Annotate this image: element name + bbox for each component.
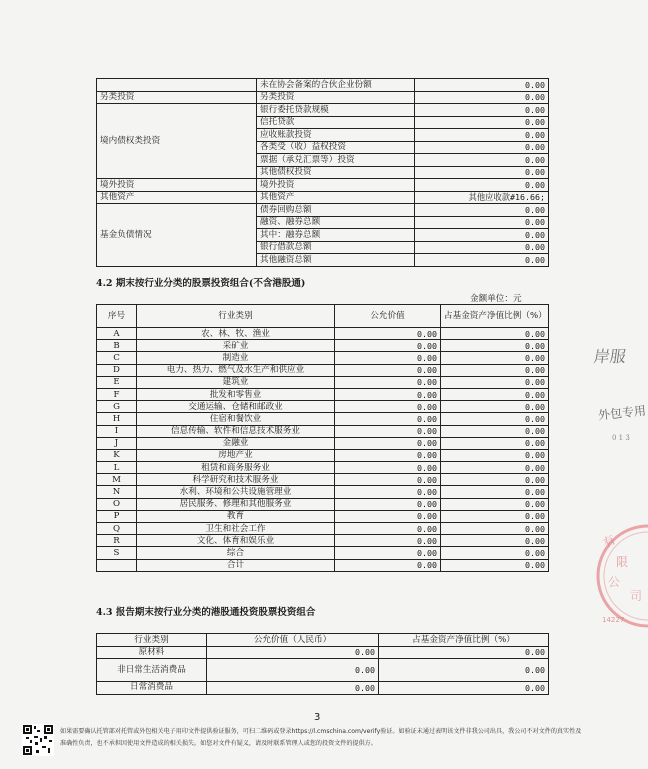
- industry-code: E: [97, 376, 137, 388]
- table-row: [97, 340, 549, 352]
- industry-name: 交通运输、仓储和邮政业: [137, 401, 335, 413]
- header-index: 序号: [97, 305, 137, 328]
- item-cell: 银行委托贷款规模: [257, 104, 415, 117]
- item-cell: 债券回购总额: [257, 204, 415, 217]
- industry-name: 卫生和社会工作: [137, 523, 335, 535]
- industry-name: 日常消费品: [97, 682, 207, 695]
- item-cell: 融资、融券总额: [257, 216, 415, 229]
- industry-name: 建筑业: [137, 376, 335, 388]
- industry-code: N: [97, 486, 137, 498]
- fair-value: 0.00: [207, 646, 379, 659]
- nav-ratio: 0.00: [441, 376, 549, 388]
- nav-ratio: 0.00: [441, 449, 549, 461]
- value-cell: 0.00: [415, 216, 549, 229]
- table-row: [97, 91, 549, 104]
- fair-value: 0.00: [207, 659, 379, 682]
- fair-value: 0.00: [335, 376, 441, 388]
- group-cell: 境内债权类投资: [97, 104, 257, 179]
- industry-name: 信息传输、软件和信息技术服务业: [137, 425, 335, 437]
- industry-name: 综合: [137, 547, 335, 559]
- table-header-row: [97, 305, 549, 328]
- header-nav-ratio: 占基金资产净值比例（%）: [379, 634, 549, 647]
- table-row: [97, 523, 549, 535]
- table-header-row: [97, 634, 549, 647]
- item-cell: 信托贷款: [257, 116, 415, 129]
- industry-code: G: [97, 401, 137, 413]
- industry-name: 住宿和餐饮业: [137, 413, 335, 425]
- nav-ratio: 0.00: [441, 523, 549, 535]
- side-stamp-line1: 岸服: [592, 347, 628, 366]
- value-cell: 0.00: [415, 116, 549, 129]
- fair-value: 0.00: [335, 486, 441, 498]
- item-cell: 银行借款总额: [257, 241, 415, 254]
- table-row: [97, 646, 549, 659]
- header-industry: 行业类别: [137, 305, 335, 328]
- nav-ratio: 0.00: [441, 328, 549, 340]
- item-cell: 应收账款投资: [257, 129, 415, 142]
- value-cell: 其他应收款#16.66;: [415, 191, 549, 204]
- nav-ratio: 0.00: [441, 401, 549, 413]
- value-cell: 0.00: [415, 179, 549, 192]
- fair-value: 0.00: [335, 449, 441, 461]
- industry-code: M: [97, 474, 137, 486]
- nav-ratio: 0.00: [441, 510, 549, 522]
- fair-value: 0.00: [335, 437, 441, 449]
- item-cell: 境外投资: [257, 179, 415, 192]
- table-row: [97, 559, 549, 571]
- group-cell: 基金负债情况: [97, 204, 257, 267]
- item-cell: 另类投资: [257, 91, 415, 104]
- nav-ratio: 0.00: [379, 682, 549, 695]
- nav-ratio: 0.00: [441, 340, 549, 352]
- verification-footnote: 如果需要确认托管部对托管或外包相关电子用印文件提供验证服务，可扫二维码或登录https://l.cmschina.com/verify验证。如验证未通过表明该文件非我公司出具，我公司不对文件的真实性及准确性负责，也不承担因使用文件造成的相关损失。如您对文件有疑义，请及时联系管理人或您的投资文件的提供方。: [60, 728, 582, 747]
- item-cell: 其中：融券总额: [257, 229, 415, 242]
- nav-ratio: 0.00: [379, 646, 549, 659]
- value-cell: 0.00: [415, 254, 549, 267]
- nav-ratio: 0.00: [441, 486, 549, 498]
- value-cell: 0.00: [415, 204, 549, 217]
- hk-connect-table: [96, 633, 549, 695]
- table-row: [97, 104, 549, 117]
- nav-ratio: 0.00: [441, 413, 549, 425]
- industry-name: 合计: [137, 559, 335, 571]
- nav-ratio: 0.00: [379, 659, 549, 682]
- industry-code: Q: [97, 523, 137, 535]
- side-stamp-fragment: [594, 344, 648, 454]
- value-cell: 0.00: [415, 79, 549, 92]
- svg-text:限: 限: [616, 555, 629, 569]
- value-cell: 0.00: [415, 141, 549, 154]
- table-row: [97, 328, 549, 340]
- industry-code: B: [97, 340, 137, 352]
- industry-code: D: [97, 364, 137, 376]
- fair-value: 0.00: [335, 510, 441, 522]
- nav-ratio: 0.00: [441, 437, 549, 449]
- industry-name: 采矿业: [137, 340, 335, 352]
- industry-code: S: [97, 547, 137, 559]
- nav-ratio: 0.00: [441, 425, 549, 437]
- table-row: [97, 462, 549, 474]
- fair-value: 0.00: [335, 352, 441, 364]
- industry-stock-table: [96, 304, 549, 572]
- section-4-3-title: 4.3 报告期末按行业分类的港股通投资股票投资组合: [96, 607, 316, 618]
- fair-value: 0.00: [335, 523, 441, 535]
- table-row: [97, 547, 549, 559]
- industry-code: L: [97, 462, 137, 474]
- table-row: [97, 449, 549, 461]
- industry-name: 租赁和商务服务业: [137, 462, 335, 474]
- asset-allocation-table: [96, 78, 549, 267]
- header-industry: 行业类别: [97, 634, 207, 647]
- page-number: 3: [314, 712, 321, 723]
- group-cell: 另类投资: [97, 91, 257, 104]
- industry-name: 文化、体育和娱乐业: [137, 535, 335, 547]
- industry-code: I: [97, 425, 137, 437]
- industry-code: F: [97, 388, 137, 400]
- value-cell: 0.00: [415, 229, 549, 242]
- industry-name: 制造业: [137, 352, 335, 364]
- table-row: [97, 401, 549, 413]
- industry-name: 电力、热力、燃气及水生产和供应业: [137, 364, 335, 376]
- table-row: [97, 191, 549, 204]
- group-cell: 其他资产: [97, 191, 257, 204]
- table-row: [97, 388, 549, 400]
- svg-text:公: 公: [608, 575, 621, 589]
- table-row: [97, 204, 549, 217]
- item-cell: 各类受（收）益权投资: [257, 141, 415, 154]
- industry-code: O: [97, 498, 137, 510]
- industry-name: 居民服务、修理和其他服务业: [137, 498, 335, 510]
- seal-number: 14227: [602, 616, 625, 624]
- industry-code: P: [97, 510, 137, 522]
- industry-name: 金融业: [137, 437, 335, 449]
- nav-ratio: 0.00: [441, 535, 549, 547]
- industry-code: R: [97, 535, 137, 547]
- item-cell: 票据（承兑汇票等）投资: [257, 154, 415, 167]
- nav-ratio: 0.00: [441, 498, 549, 510]
- industry-name: 非日常生活消费品: [97, 659, 207, 682]
- nav-ratio: 0.00: [441, 352, 549, 364]
- side-stamp-line3: 0 1 3: [612, 434, 630, 442]
- fair-value: 0.00: [335, 559, 441, 571]
- table-row: [97, 352, 549, 364]
- table-row: [97, 486, 549, 498]
- nav-ratio: 0.00: [441, 462, 549, 474]
- table-row: [97, 425, 549, 437]
- fair-value: 0.00: [335, 498, 441, 510]
- header-fair-value: 公允价值: [335, 305, 441, 328]
- table-row: [97, 437, 549, 449]
- fair-value: 0.00: [335, 364, 441, 376]
- nav-ratio: 0.00: [441, 474, 549, 486]
- industry-name: 原材料: [97, 646, 207, 659]
- industry-name: 房地产业: [137, 449, 335, 461]
- nav-ratio: 0.00: [441, 388, 549, 400]
- fair-value: 0.00: [335, 401, 441, 413]
- amount-unit-label: 金额单位：元: [470, 294, 522, 304]
- table-row: [97, 659, 549, 682]
- fair-value: 0.00: [335, 474, 441, 486]
- value-cell: 0.00: [415, 154, 549, 167]
- fair-value: 0.00: [335, 340, 441, 352]
- item-cell: 其他债权投资: [257, 166, 415, 179]
- nav-ratio: 0.00: [441, 364, 549, 376]
- svg-text:司: 司: [630, 589, 643, 603]
- table-row: [97, 79, 549, 92]
- industry-code: H: [97, 413, 137, 425]
- item-cell: 其他融资总额: [257, 254, 415, 267]
- table-row: [97, 364, 549, 376]
- item-cell: 其他资产: [257, 191, 415, 204]
- fair-value: 0.00: [335, 328, 441, 340]
- fair-value: 0.00: [335, 547, 441, 559]
- industry-code: K: [97, 449, 137, 461]
- value-cell: 0.00: [415, 241, 549, 254]
- item-cell: 未在协会备案的合伙企业份额: [257, 79, 415, 92]
- header-nav-ratio: 占基金资产净值比例（%）: [441, 305, 549, 328]
- table-row: [97, 535, 549, 547]
- red-seal-stamp: [586, 520, 648, 630]
- industry-name: 教育: [137, 510, 335, 522]
- fair-value: 0.00: [335, 535, 441, 547]
- table-row: [97, 413, 549, 425]
- nav-ratio: 0.00: [441, 547, 549, 559]
- table-row: [97, 682, 549, 695]
- fair-value: 0.00: [207, 682, 379, 695]
- industry-code: C: [97, 352, 137, 364]
- industry-name: 水利、环境和公共设施管理业: [137, 486, 335, 498]
- group-cell: 境外投资: [97, 179, 257, 192]
- nav-ratio: 0.00: [441, 559, 549, 571]
- section-4-2-title: 4.2 期末按行业分类的股票投资组合(不含港股通): [96, 278, 306, 289]
- fair-value: 0.00: [335, 462, 441, 474]
- value-cell: 0.00: [415, 104, 549, 117]
- value-cell: 0.00: [415, 129, 549, 142]
- value-cell: 0.00: [415, 166, 549, 179]
- industry-code: A: [97, 328, 137, 340]
- table-row: [97, 510, 549, 522]
- value-cell: 0.00: [415, 91, 549, 104]
- side-stamp-line2: 外包专用: [597, 403, 647, 423]
- table-row: [97, 179, 549, 192]
- table-row: [97, 474, 549, 486]
- table-row: [97, 498, 549, 510]
- industry-name: 科学研究和技术服务业: [137, 474, 335, 486]
- header-fair-value-rmb: 公允价值（人民币）: [207, 634, 379, 647]
- table-row: [97, 376, 549, 388]
- fair-value: 0.00: [335, 388, 441, 400]
- svg-text:有: 有: [600, 532, 618, 551]
- industry-name: 批发和零售业: [137, 388, 335, 400]
- fair-value: 0.00: [335, 425, 441, 437]
- qr-code-icon: [22, 724, 54, 756]
- industry-code: J: [97, 437, 137, 449]
- group-cell: [97, 79, 257, 92]
- industry-name: 农、林、牧、渔业: [137, 328, 335, 340]
- fair-value: 0.00: [335, 413, 441, 425]
- industry-code: [97, 559, 137, 571]
